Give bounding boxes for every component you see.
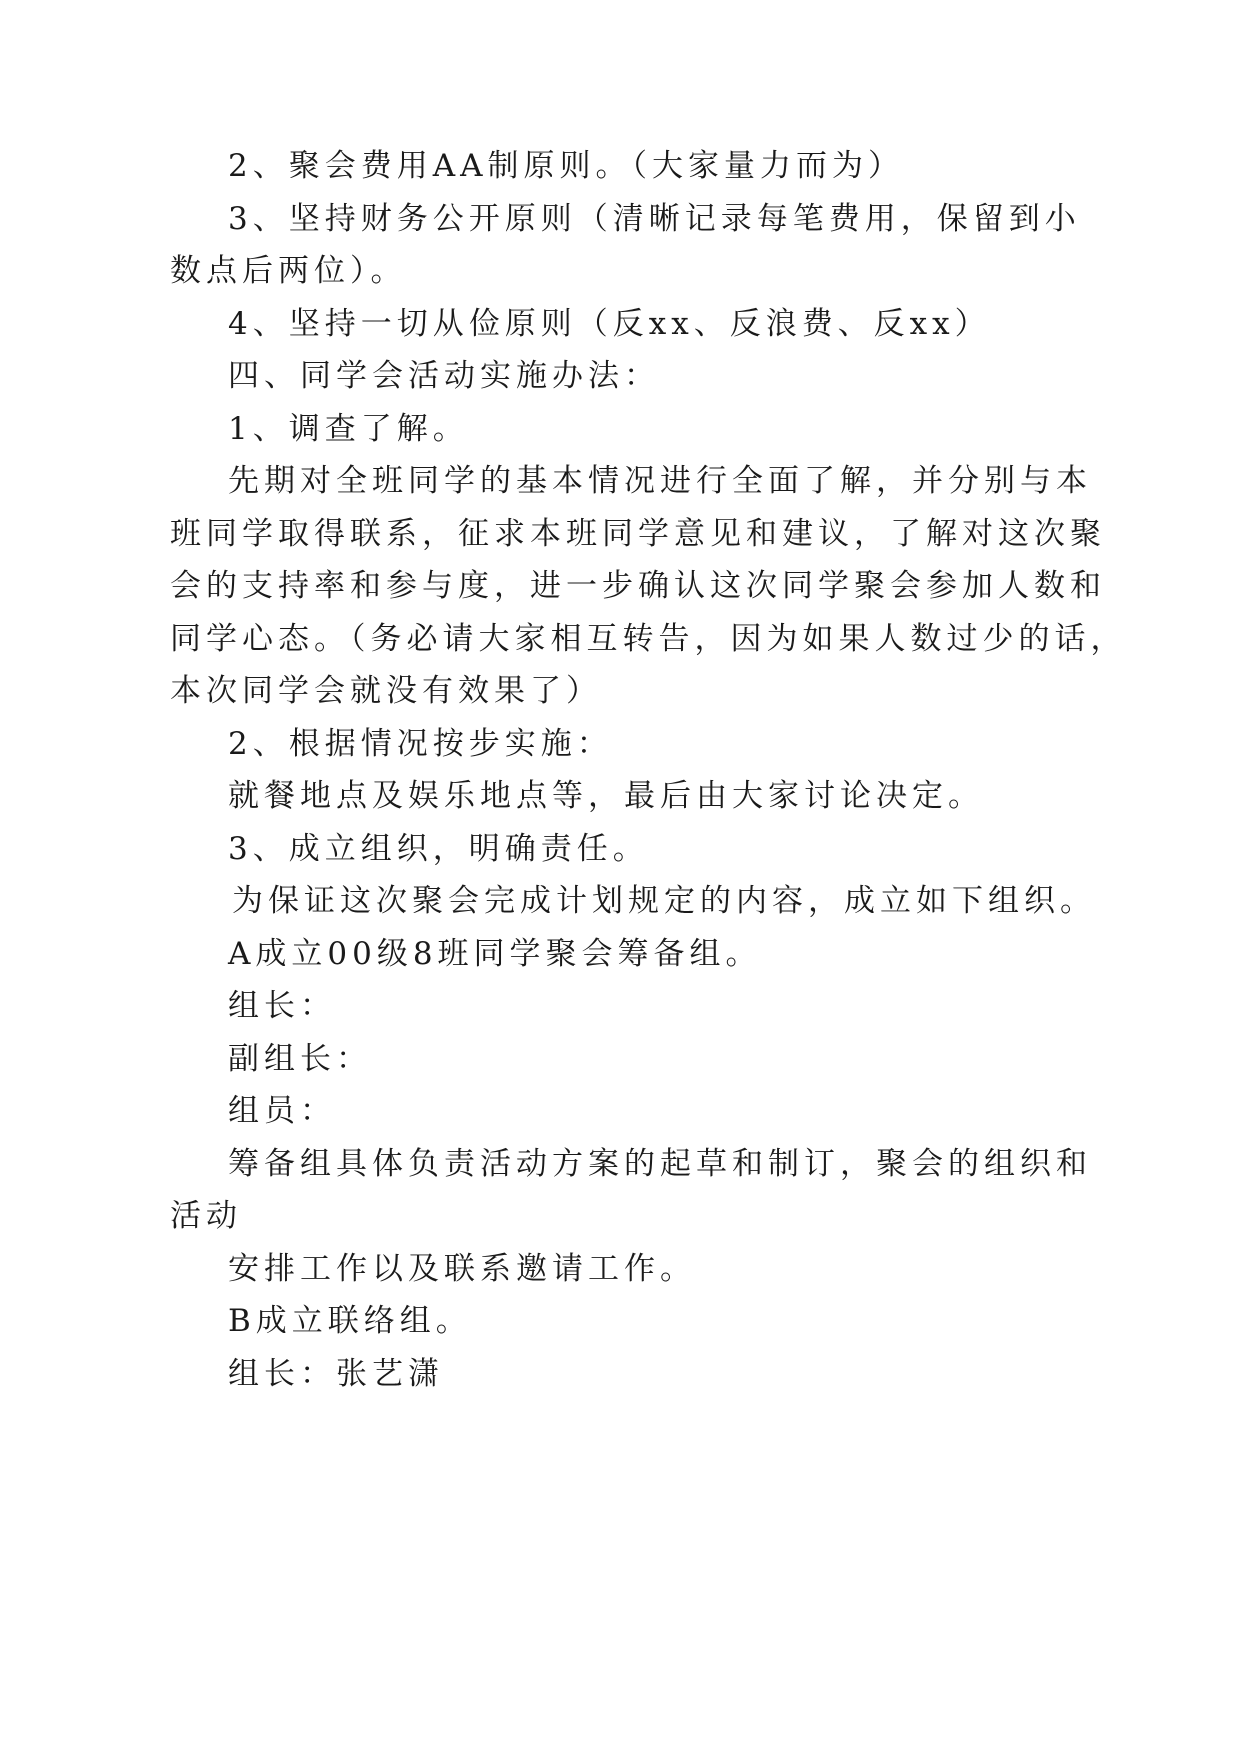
text-line: 4、坚持一切从俭原则（反xx、反浪费、反xx） xyxy=(228,306,991,342)
text-line: 组员： xyxy=(228,1093,336,1129)
text-line: 数点后两位）。 xyxy=(170,253,407,289)
text-line: A成立00级8班同学聚会筹备组。 xyxy=(228,936,762,972)
text-line: 班同学取得联系，征求本班同学意见和建议，了解对这次聚 xyxy=(170,516,1106,552)
text-line: 副组长： xyxy=(228,1041,372,1077)
text-line: 3、坚持财务公开原则（清晰记录每笔费用，保留到小 xyxy=(228,201,1081,237)
text-line: B成立联络组。 xyxy=(228,1303,472,1339)
text-line: 2、聚会费用AA制原则。（大家量力而为） xyxy=(228,148,904,184)
text-line: 先期对全班同学的基本情况进行全面了解，并分别与本 xyxy=(228,463,1092,499)
text-line: 3、成立组织，明确责任。 xyxy=(228,831,649,867)
text-line: 为保证这次聚会完成计划规定的内容，成立如下组织。 xyxy=(232,883,1096,919)
text-line: 会的支持率和参与度，进一步确认这次同学聚会参加人数和 xyxy=(170,568,1106,604)
text-line: 活动 xyxy=(170,1198,242,1234)
text-line: 2、根据情况按步实施： xyxy=(228,726,613,762)
text-line: 同学心态。（务必请大家相互转告，因为如果人数过少的话， xyxy=(170,621,1127,657)
text-line: 1、调查了解。 xyxy=(228,411,469,447)
text-line: 筹备组具体负责活动方案的起草和制订，聚会的组织和 xyxy=(228,1146,1092,1182)
section-heading: 四、同学会活动实施办法： xyxy=(228,358,660,394)
text-line: 安排工作以及联系邀请工作。 xyxy=(228,1251,696,1287)
text-line: 就餐地点及娱乐地点等，最后由大家讨论决定。 xyxy=(228,778,984,814)
text-line: 组长：张艺潇 xyxy=(228,1356,444,1392)
text-line: 组长： xyxy=(228,988,336,1024)
text-line: 本次同学会就没有效果了） xyxy=(170,673,602,709)
